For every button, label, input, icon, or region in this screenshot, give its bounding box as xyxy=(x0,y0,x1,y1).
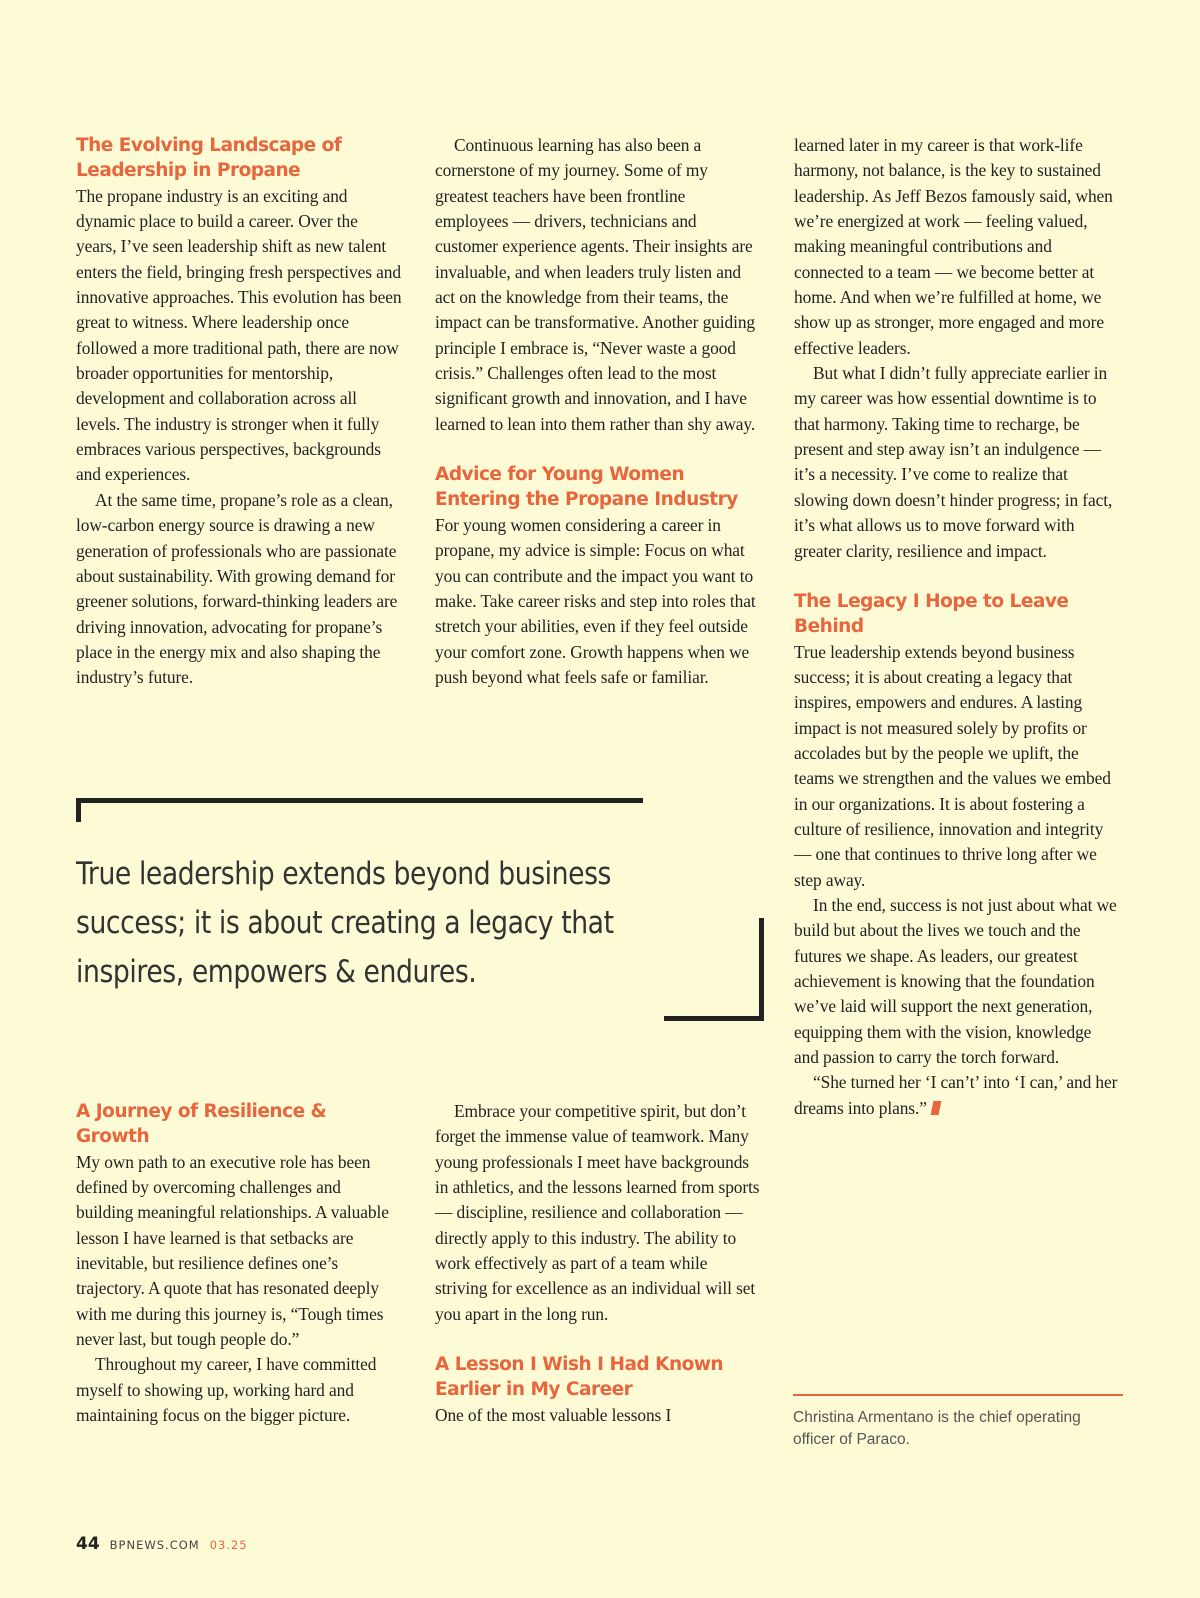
page-footer xyxy=(76,1534,248,1554)
closing-quote-text: “She turned her ‘I can’t’ into ‘I can,’ and her dreams into plans.” xyxy=(794,1072,1118,1118)
site-name: BPNEWS.COM xyxy=(109,1538,200,1552)
bio-divider xyxy=(793,1394,1123,1396)
column-1-bottom xyxy=(76,1099,402,1428)
section-heading-evolving-landscape: The Evolving Landscape of Leadership in Propane xyxy=(76,135,342,182)
section-heading-advice-young-women: Advice for Young Women Entering the Propane Industry xyxy=(435,464,738,511)
column-2-bottom xyxy=(435,1099,761,1428)
column-3 xyxy=(794,133,1120,1121)
body-paragraph: The propane industry is an exciting and dynamic place to build a career. Over the years, I’ve seen leadership shift as new talent enters the field, bringing fresh perspectives and innovative approaches. This evolution has been great to witness. Where leadership once followed a more traditional path, there are now broader opportunities for mentorship, development and collaboration across all levels. The industry is stronger when it fully embraces various perspectives, backgrounds and experiences. xyxy=(76,185,402,485)
section-heading-lesson: A Lesson I Wish I Had Known Earlier in My Career xyxy=(435,1354,724,1401)
end-mark-icon xyxy=(930,1101,941,1115)
pull-quote-frame-right xyxy=(759,918,764,1021)
body-paragraph: Throughout my career, I have committed myself to showing up, working hard and maintaining focus on the bigger picture. xyxy=(76,1354,377,1426)
body-paragraph: True leadership extends beyond business success; it is about creating a legacy that inspires, empowers and endures. A lasting impact is not measured solely by profits or accolades but by the people we uplift, the teams we strengthen and the values we embed in our organizations. It is about fostering a culture of resilience, innovation and integrity — one that continues to thrive long after we step away. xyxy=(794,641,1111,890)
section-heading-journey: A Journey of Resilience & Growth xyxy=(76,1101,327,1148)
pull-quote-frame-top xyxy=(76,798,643,803)
pull-quote-frame-left xyxy=(76,798,81,822)
body-paragraph: For young women considering a career in propane, my advice is simple: Focus on what you can contribute and the impact you want to make. Take career risks and step into roles that stretch your abilities, even if they feel outside your comfort zone. Growth happens when we push beyond what feels safe or familiar. xyxy=(435,514,756,687)
body-paragraph: One of the most valuable lessons I xyxy=(435,1404,672,1425)
column-2-top xyxy=(435,133,761,690)
pull-quote-frame-bottom xyxy=(664,1016,764,1021)
pull-quote: True leadership extends beyond business success; it is about creating a legacy that inspires, empowers & endures. xyxy=(76,856,614,990)
section-heading-legacy: The Legacy I Hope to Leave Behind xyxy=(794,590,1069,638)
page-number: 44 xyxy=(76,1534,100,1554)
body-paragraph: In the end, success is not just about what we build but about the lives we touch and the futures we shape. As leaders, our greatest achievement is knowing that the foundation we’ve laid will support the next generation, equipping them with the vision, knowledge and passion to carry the torch forward. xyxy=(794,894,1117,1068)
author-bio: Christina Armentano is the chief operating officer of Paraco. xyxy=(793,1409,1081,1448)
issue-date: 03.25 xyxy=(209,1538,248,1552)
body-paragraph: My own path to an executive role has been defined by overcoming challenges and building meaningful relationships. A valuable lesson I have learned is that setbacks are inevitable, but resilience defines one’s trajectory. A quote that has resonated deeply with me during this journey is, “Tough times never last, but tough people do.” xyxy=(76,1151,389,1350)
body-paragraph: At the same time, propane’s role as a clean, low-carbon energy source is drawing a new generation of professionals who are passionate about sustainability. With growing demand for greener solutions, forward-thinking leaders are driving innovation, advocating for propane’s place in the energy mix and also shaping the industry’s future. xyxy=(76,489,398,688)
closing-quote xyxy=(794,1070,1120,1121)
body-paragraph: Embrace your competitive spirit, but don’t forget the immense value of teamwork. Many young professionals I meet have backgrounds in athletics, and the lessons learned from sports — discipline, resilience and collaboration — directly apply to this industry. The ability to work effectively as part of a team while striving for excellence as an individual will set you apart in the long run. xyxy=(435,1101,760,1324)
body-paragraph: But what I didn’t fully appreciate earlier in my career was how essential downtime is to that harmony. Taking time to recharge, be present and step away isn’t an indulgence — it’s a necessity. I’ve come to realize that slowing down doesn’t hinder progress; in fact, it’s what allows us to move forward with greater clarity, resilience and impact. xyxy=(794,363,1113,561)
body-paragraph: Continuous learning has also been a cornerstone of my journey. Some of my greatest teachers have been frontline employees — drivers, technicians and customer experience agents. Their insights are invaluable, and when leaders truly listen and act on the knowledge from their teams, the impact can be transformative. Another guiding principle I embrace is, “Never waste a good crisis.” Challenges often lead to the most significant growth and innovation, and I have learned to lean into them rather than shy away. xyxy=(435,135,756,434)
body-paragraph: learned later in my career is that work-life harmony, not balance, is the key to sustained leadership. As Jeff Bezos famously said, when we’re energized at work — feeling valued, making meaningful contributions and connected to a team — we become better at home. And when we’re fulfilled at home, we show up as stronger, more engaged and more effective leaders. xyxy=(794,135,1113,358)
column-1-top xyxy=(76,133,402,691)
